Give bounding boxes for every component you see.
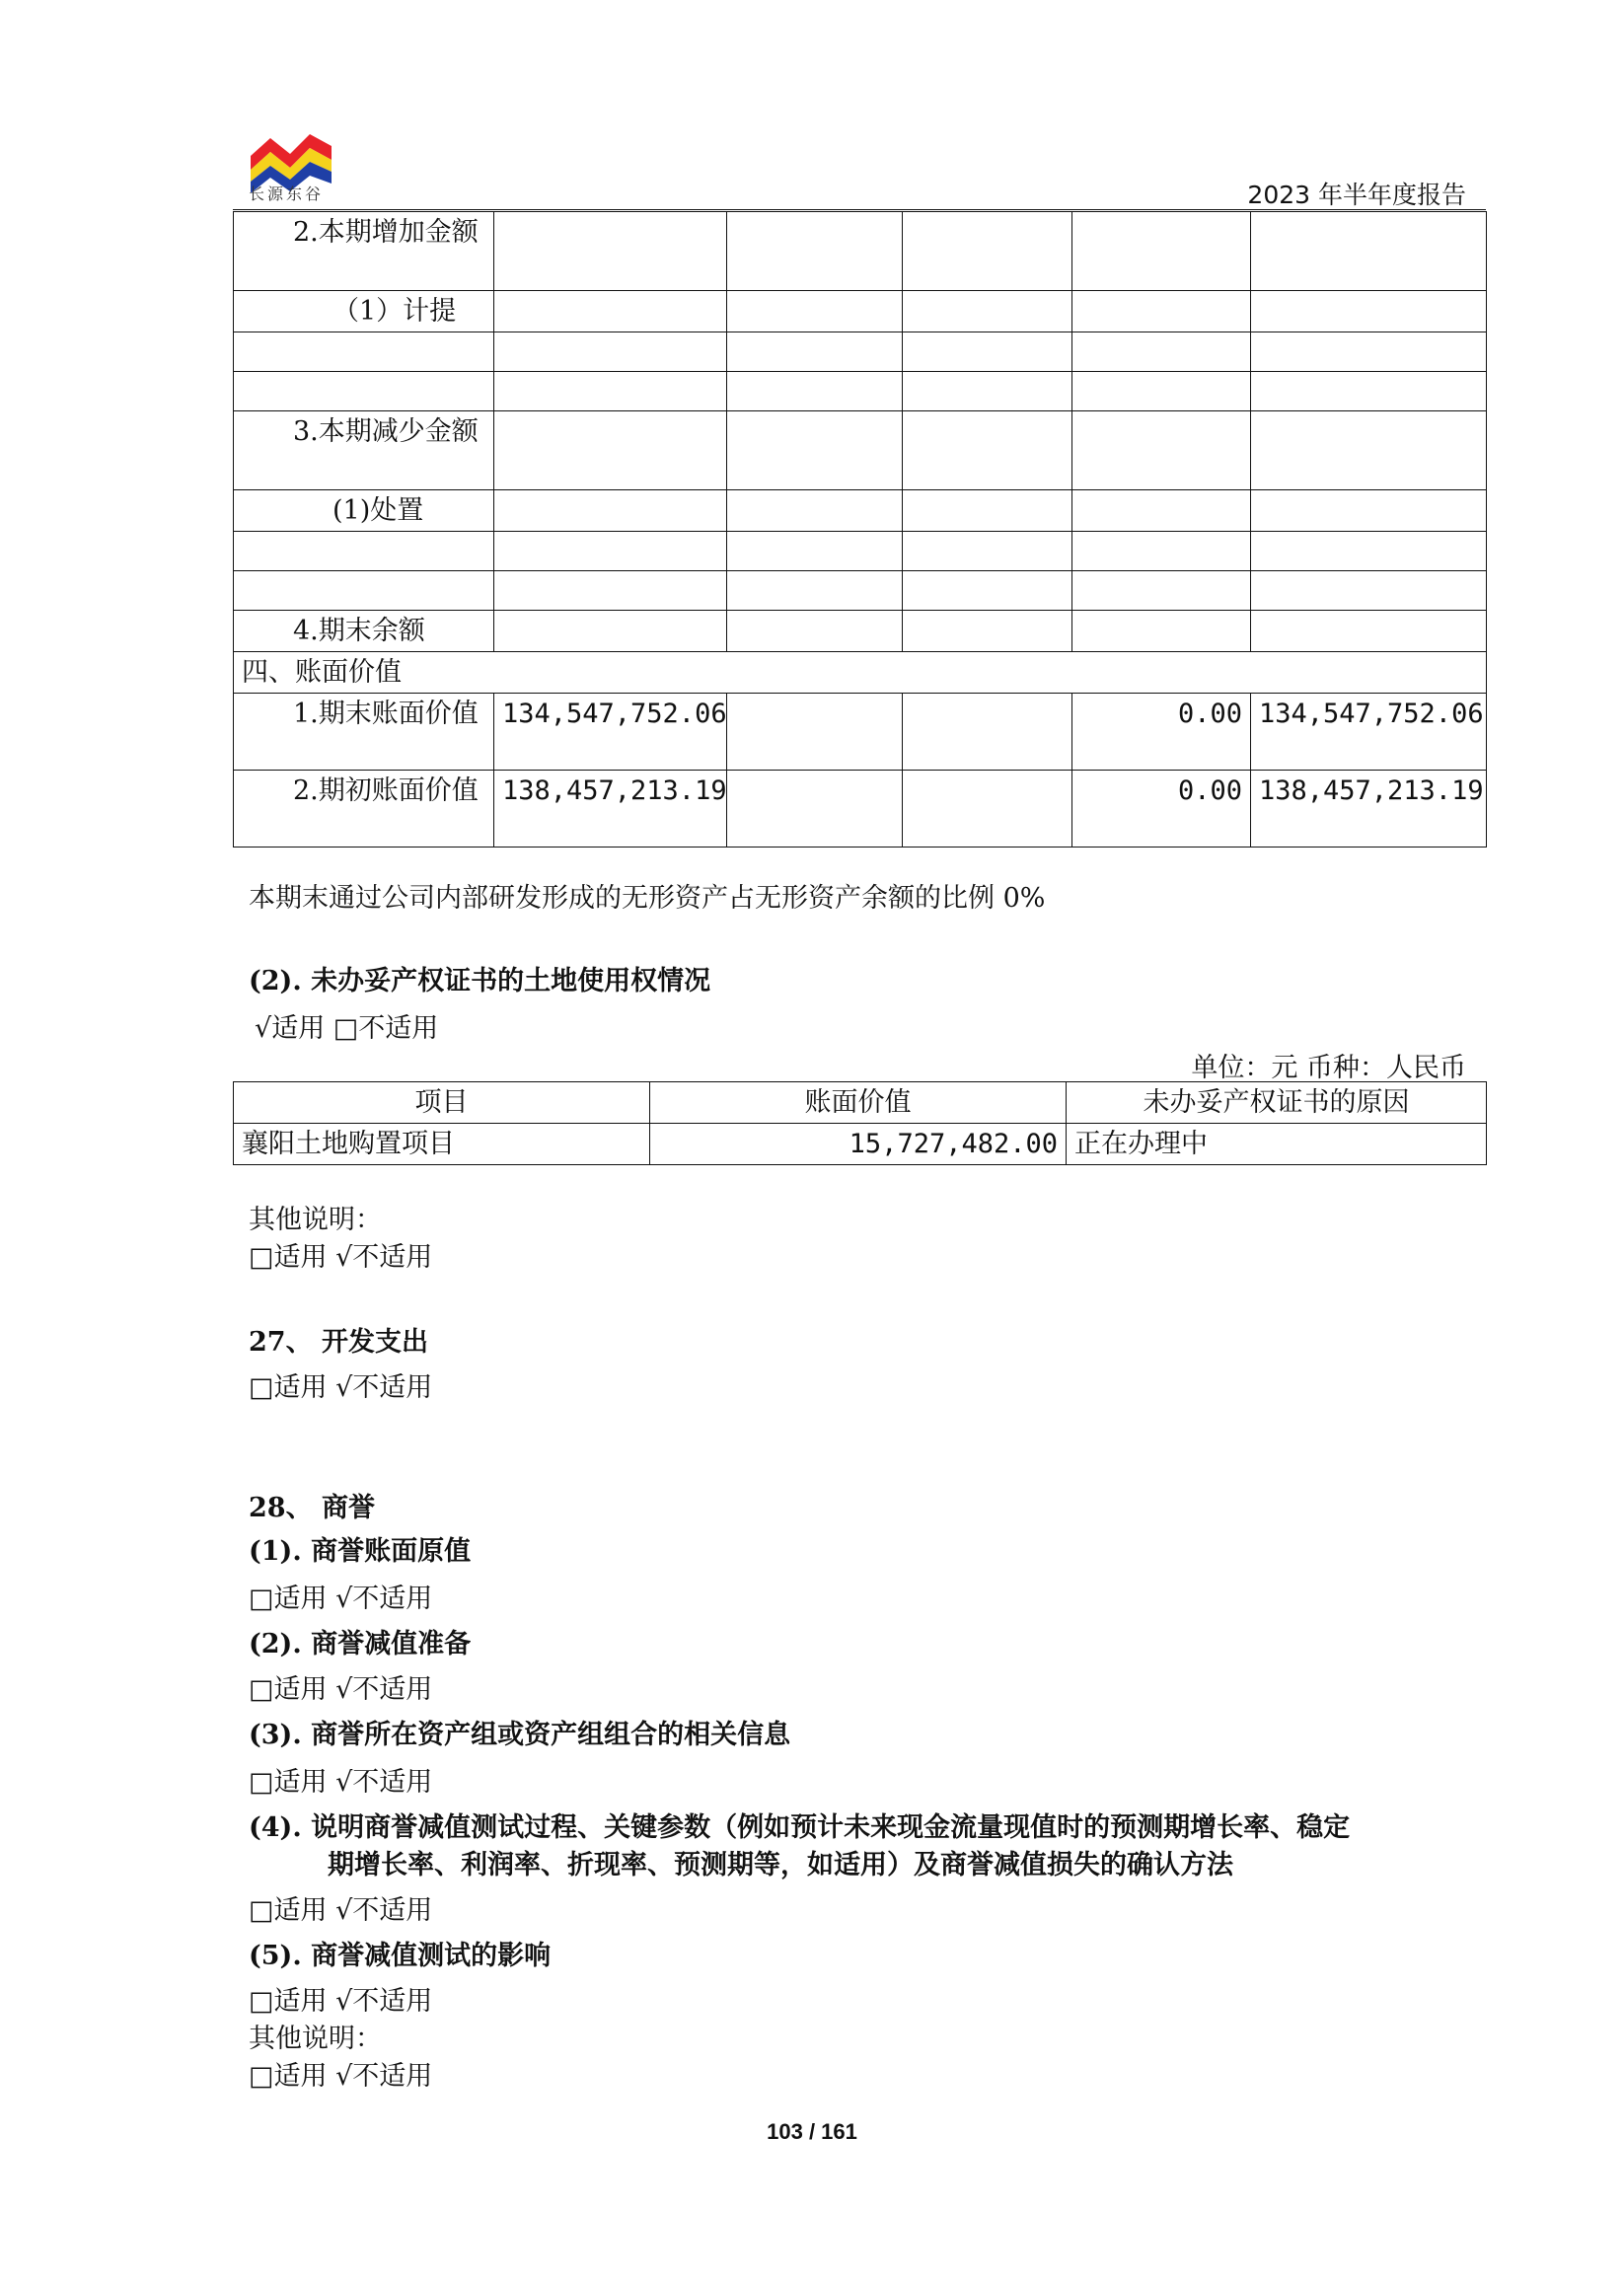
- report-title: 2023 年半年度报告: [1247, 181, 1466, 209]
- cell-value: 15,727,482.00: [650, 1124, 1067, 1165]
- cell-value: 襄阳土地购置项目: [234, 1124, 650, 1165]
- cell-value: 138,457,213.19: [494, 771, 727, 848]
- section-heading: 28、 商誉: [249, 1493, 375, 1523]
- table-row: [234, 694, 1487, 771]
- applicability: □适用 √不适用: [249, 1242, 433, 1273]
- cell-value: 138,457,213.19: [1251, 771, 1487, 848]
- row-label: 2.本期增加金额: [234, 212, 494, 291]
- ratio-text: 本期末通过公司内部研发形成的无形资产占无形资产余额的比例 0%: [249, 883, 1046, 914]
- section-label: 四、账面价值: [234, 652, 1487, 694]
- section-heading: (2). 未办妥产权证书的土地使用权情况: [249, 966, 711, 996]
- applicability: □适用 √不适用: [249, 2061, 433, 2092]
- table-row: [234, 411, 1487, 490]
- table-row: [234, 490, 1487, 532]
- table-row: [234, 372, 1487, 411]
- table-row: [234, 571, 1487, 611]
- subsection-heading: (3). 商誉所在资产组或资产组组合的相关信息: [249, 1720, 791, 1750]
- unit-label: 单位：元 币种：人民币: [1191, 1053, 1466, 1083]
- table-row: [234, 771, 1487, 848]
- table-row: [234, 1124, 1487, 1165]
- section-heading: 27、 开发支出: [249, 1327, 428, 1358]
- applicability: □适用 √不适用: [249, 1895, 433, 1926]
- subsection-heading: (2). 商誉减值准备: [249, 1629, 472, 1659]
- row-label: 4.期末余额: [234, 611, 494, 652]
- subsection-heading: (4). 说明商誉减值测试过程、关键参数（例如预计未来现金流量现值时的预测期增长率、稳定: [249, 1812, 1351, 1843]
- row-label: (1)处置: [234, 490, 494, 532]
- applicability: □适用 √不适用: [249, 1674, 433, 1705]
- table-header-row: [234, 1082, 1487, 1124]
- subsection-heading: (1). 商誉账面原值: [249, 1536, 472, 1567]
- applicability: □适用 √不适用: [249, 1372, 433, 1403]
- table-row: [234, 652, 1487, 694]
- table-row: [234, 332, 1487, 372]
- cell-value: 134,547,752.06: [494, 694, 727, 771]
- intangible-assets-table: [233, 211, 1487, 848]
- applicability: □适用 √不适用: [249, 1584, 433, 1614]
- cell-value: 134,547,752.06: [1251, 694, 1487, 771]
- table-row: [234, 611, 1487, 652]
- subsection-heading-cont: 期增长率、利润率、折现率、预测期等，如适用）及商誉减值损失的确认方法: [328, 1850, 1233, 1880]
- row-label: （1）计提: [234, 291, 494, 332]
- table-row: [234, 212, 1487, 291]
- cell-value: 正在办理中: [1067, 1124, 1487, 1165]
- applicability: □适用 √不适用: [249, 1986, 433, 2017]
- row-label: 2.期初账面价值: [234, 771, 494, 848]
- other-notes-label: 其他说明：: [249, 2024, 382, 2054]
- column-header: 项目: [234, 1082, 650, 1124]
- row-label: 1.期末账面价值: [234, 694, 494, 771]
- column-header: 未办妥产权证书的原因: [1067, 1082, 1487, 1124]
- row-label: 3.本期减少金额: [234, 411, 494, 490]
- table-row: [234, 291, 1487, 332]
- page-number: 103 / 161: [767, 2119, 857, 2144]
- land-use-table: [233, 1081, 1487, 1165]
- other-notes-label: 其他说明：: [249, 1205, 382, 1235]
- cell-value: 0.00: [1072, 694, 1251, 771]
- table-row: [234, 532, 1487, 571]
- header-divider: [233, 209, 1486, 210]
- subsection-heading: (5). 商誉减值测试的影响: [249, 1941, 552, 1971]
- applicability: √适用 □不适用: [255, 1013, 439, 1044]
- cell-value: 0.00: [1072, 771, 1251, 848]
- logo-text: 长源东谷: [249, 184, 325, 203]
- applicability: □适用 √不适用: [249, 1767, 433, 1798]
- column-header: 账面价值: [650, 1082, 1067, 1124]
